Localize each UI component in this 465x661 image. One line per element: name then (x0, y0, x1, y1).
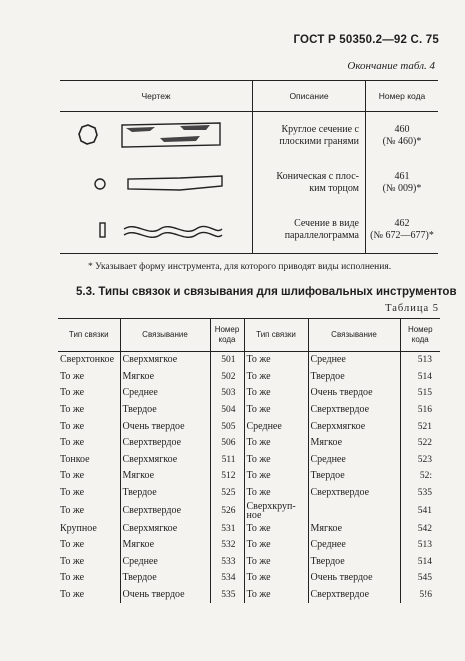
bond-type-cell: То же (60, 539, 85, 551)
code-cell: 525 (210, 485, 244, 502)
col-header-bonding: Связывание (120, 319, 210, 352)
bonding-cell: Мягкое (308, 520, 400, 537)
bond-type-cell: То же (244, 570, 308, 587)
code-cell: 535 (210, 587, 244, 604)
table-row (58, 435, 440, 452)
bond-type-cell: То же (244, 402, 308, 419)
code-cell: 531 (210, 520, 244, 537)
code-cell: 506 (210, 435, 244, 452)
bonding-cell: Сверхмягкое (120, 452, 210, 469)
bond-type-cell: То же (60, 387, 85, 399)
table-row (58, 520, 440, 537)
table-row (58, 418, 440, 435)
table-row (58, 402, 440, 419)
bond-type-cell: То же (60, 420, 85, 432)
bonding-cell: Сверхмягкое (120, 352, 210, 369)
bond-type-cell: То же (244, 385, 308, 402)
bonding-cell (308, 501, 400, 520)
bonding-cell: Сверхтвердое (120, 435, 210, 452)
code-cell: 514 (400, 554, 440, 571)
table-row (58, 369, 440, 386)
bonding-cell: Твердое (308, 369, 400, 386)
bonding-cell: Среднее (120, 385, 210, 402)
code-cell: 501 (210, 352, 244, 369)
code-cell: 521 (400, 418, 440, 435)
table-5 (58, 318, 440, 603)
bond-type-cell: Тонкое (60, 453, 90, 465)
bond-type-cell: То же (60, 589, 85, 601)
code-cell: 504 (210, 402, 244, 419)
bond-type-cell: То же (244, 452, 308, 469)
bond-type-cell: То же (60, 470, 85, 482)
bonding-cell: Твердое (308, 468, 400, 485)
section-title: 5.3. Типы связок и связывания для шлифовальных инструментов (76, 286, 457, 298)
bond-type-cell: Сверхкруп-ное (244, 501, 308, 520)
table-row (58, 501, 440, 520)
bond-type-cell: То же (60, 437, 85, 449)
code-cell: 52: (400, 468, 440, 485)
row2-code: 461 (№ 009)* (366, 159, 439, 206)
col-header-code-2: Номер кода (400, 319, 440, 352)
table-row (60, 206, 438, 254)
bonding-cell: Сверхтвердое (308, 485, 400, 502)
bond-type-cell: То же (244, 435, 308, 452)
bonding-cell: Твердое (120, 485, 210, 502)
bonding-cell: Среднее (308, 352, 400, 369)
bonding-cell: Мягкое (120, 537, 210, 554)
table-row (58, 554, 440, 571)
bonding-cell: Сверхтвердое (120, 501, 210, 520)
bond-type-cell: То же (244, 369, 308, 386)
bonding-cell: Мягкое (308, 435, 400, 452)
bonding-cell: Твердое (120, 570, 210, 587)
code-cell: 526 (210, 501, 244, 520)
code-cell: 534 (210, 570, 244, 587)
table-row (58, 587, 440, 604)
bonding-cell: Сверхтвердое (308, 587, 400, 604)
table-row (58, 452, 440, 469)
bond-type-cell: То же (60, 487, 85, 499)
footnote: * Указывает форму инструмента, для которого приводят виды исполнения. (88, 262, 392, 272)
code-cell: 512 (210, 468, 244, 485)
col-header-description: Описание (253, 81, 366, 112)
code-cell: 513 (400, 537, 440, 554)
bond-type-cell: То же (244, 554, 308, 571)
bond-type-cell: То же (244, 468, 308, 485)
code-cell: 542 (400, 520, 440, 537)
table-row (60, 112, 438, 160)
table-row (58, 385, 440, 402)
code-cell: 514 (400, 369, 440, 386)
bond-type-cell: То же (244, 537, 308, 554)
code-cell: 532 (210, 537, 244, 554)
row1-code: 460 (№ 460)* (366, 112, 439, 160)
col-header-bonding-2: Связывание (308, 319, 400, 352)
bond-type-cell: То же (60, 404, 85, 416)
code-cell: 5!6 (400, 587, 440, 604)
row2-description: Коническая с плос- ким торцом (253, 159, 366, 206)
code-cell: 516 (400, 402, 440, 419)
col-header-bond-type: Тип связки (58, 319, 120, 352)
bond-type-cell: Крупное (60, 522, 97, 534)
col-header-drawing: Чертеж (60, 81, 253, 112)
continuation-label: Окончание табл. 4 (347, 60, 435, 72)
table-5-label: Таблица 5 (385, 303, 439, 314)
code-cell: 541 (400, 501, 440, 520)
table-4 (60, 80, 438, 254)
code-cell: 523 (400, 452, 440, 469)
col-header-code: Номер кода (366, 81, 439, 112)
row3-code: 462 (№ 672—677)* (366, 206, 439, 254)
bonding-cell: Очень твердое (120, 587, 210, 604)
bond-type-cell: То же (244, 485, 308, 502)
bonding-cell: Твердое (308, 554, 400, 571)
bond-type-cell: То же (60, 504, 85, 516)
bonding-cell: Очень твердое (308, 570, 400, 587)
bond-type-cell: Сверхтонкое (60, 354, 115, 366)
bonding-cell: Твердое (120, 402, 210, 419)
table-row (58, 468, 440, 485)
table-row (58, 537, 440, 554)
bonding-cell: Мягкое (120, 468, 210, 485)
row1-description: Круглое сечение с плоскими гранями (253, 112, 366, 160)
col-header-bond-type-2: Тип связки (244, 319, 308, 352)
col-header-code: Номер кода (210, 319, 244, 352)
bonding-cell: Среднее (120, 554, 210, 571)
bond-type-cell: То же (60, 555, 85, 567)
bond-type-cell: Среднее (244, 418, 308, 435)
bonding-cell: Сверхмягкое (308, 418, 400, 435)
code-cell: 522 (400, 435, 440, 452)
bonding-cell: Очень твердое (308, 385, 400, 402)
bonding-cell: Очень твердое (120, 418, 210, 435)
bond-type-cell: То же (60, 572, 85, 584)
bonding-cell: Среднее (308, 452, 400, 469)
code-cell: 515 (400, 385, 440, 402)
row3-description: Сечение в виде параллелограмма (253, 206, 366, 254)
bonding-cell: Мягкое (120, 369, 210, 386)
bonding-cell: Сверхмягкое (120, 520, 210, 537)
table-row (60, 159, 438, 206)
code-cell: 545 (400, 570, 440, 587)
bond-type-cell: То же (244, 520, 308, 537)
code-cell: 513 (400, 352, 440, 369)
code-cell: 505 (210, 418, 244, 435)
bonding-cell: Сверхтвердое (308, 402, 400, 419)
page-header: ГОСТ Р 50350.2—92 С. 75 (293, 34, 439, 46)
code-cell: 511 (210, 452, 244, 469)
code-cell: 502 (210, 369, 244, 386)
code-cell: 503 (210, 385, 244, 402)
drawing-conical-flat-end (60, 159, 253, 206)
bond-type-cell: То же (60, 370, 85, 382)
drawing-round-flat (60, 112, 253, 160)
drawing-parallelogram (60, 206, 253, 254)
table-row (58, 485, 440, 502)
code-cell: 533 (210, 554, 244, 571)
code-cell: 535 (400, 485, 440, 502)
bond-type-cell: То же (244, 587, 308, 604)
bond-type-cell: То же (244, 352, 308, 369)
bonding-cell: Среднее (308, 537, 400, 554)
table-row (58, 570, 440, 587)
table-row (58, 352, 440, 369)
